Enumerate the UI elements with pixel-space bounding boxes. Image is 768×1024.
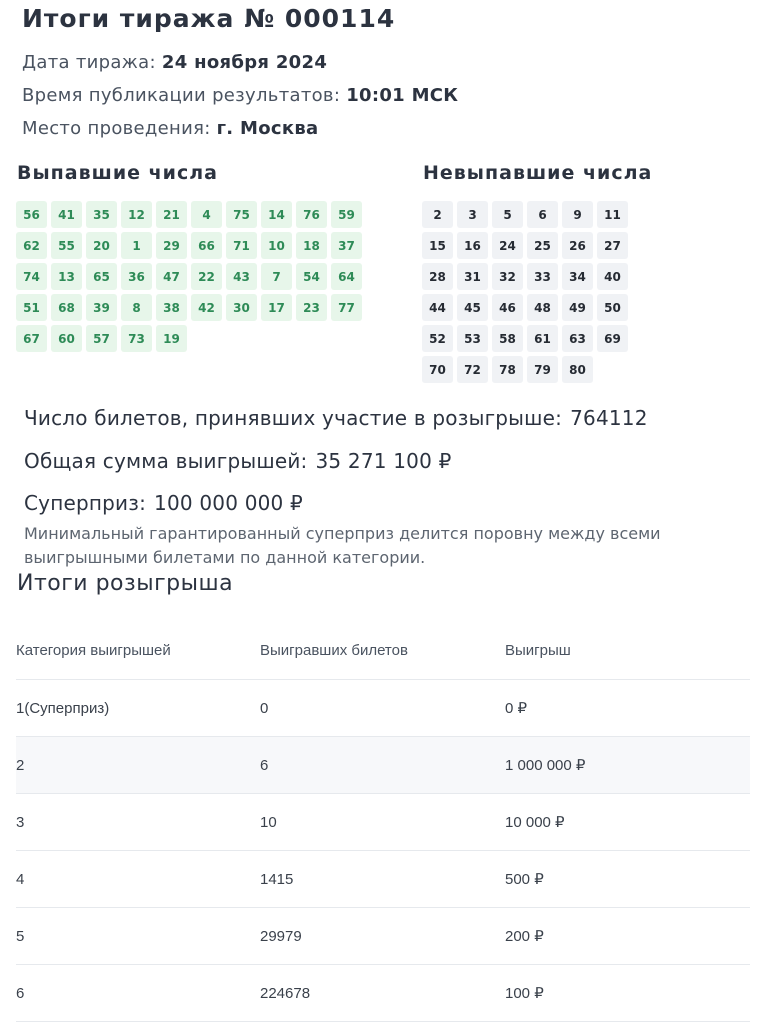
undrawn-number-ball: 26: [562, 232, 593, 259]
drawn-number-ball: 29: [156, 232, 187, 259]
undrawn-number-ball: 58: [492, 325, 523, 352]
superprize-value: 100 000 000 ₽: [154, 491, 303, 515]
draw-date-label: Дата тиража:: [22, 52, 156, 73]
drawn-number-ball: 4: [191, 201, 222, 228]
undrawn-number-ball: 44: [422, 294, 453, 321]
superprize-line: [24, 491, 303, 515]
undrawn-number-ball: 78: [492, 356, 523, 383]
undrawn-number-ball: 61: [527, 325, 558, 352]
undrawn-number-ball: 79: [527, 356, 558, 383]
undrawn-number-ball: 28: [422, 263, 453, 290]
drawn-number-ball: 76: [296, 201, 327, 228]
prize-cell: 0 ₽: [505, 680, 750, 737]
page-title: Итоги тиража № 000114: [22, 4, 396, 33]
winners-cell: 1415: [260, 851, 505, 908]
column-header-winners: Выигравших билетов: [260, 622, 505, 680]
results-header-row: [16, 622, 750, 680]
drawn-number-ball: 30: [226, 294, 257, 321]
drawn-number-ball: 42: [191, 294, 222, 321]
drawn-number-ball: 47: [156, 263, 187, 290]
drawn-number-ball: 41: [51, 201, 82, 228]
category-cell: 5: [16, 908, 260, 965]
superprize-label: Суперприз:: [24, 491, 147, 515]
drawn-number-ball: 64: [331, 263, 362, 290]
drawn-number-ball: 65: [86, 263, 117, 290]
category-cell: 6: [16, 965, 260, 1022]
undrawn-numbers-title: Невыпавшие числа: [423, 162, 653, 184]
drawn-number-ball: 10: [261, 232, 292, 259]
undrawn-number-ball: 11: [597, 201, 628, 228]
drawn-number-ball: 1: [121, 232, 152, 259]
drawn-number-ball: 43: [226, 263, 257, 290]
undrawn-number-ball: 80: [562, 356, 593, 383]
winners-cell: 0: [260, 680, 505, 737]
prize-cell: 500 ₽: [505, 851, 750, 908]
tickets-count-value: 764112: [570, 406, 648, 430]
drawn-number-ball: 8: [121, 294, 152, 321]
winners-cell: 10: [260, 794, 505, 851]
undrawn-number-ball: 31: [457, 263, 488, 290]
drawn-number-ball: 39: [86, 294, 117, 321]
drawn-number-ball: 73: [121, 325, 152, 352]
drawn-number-ball: 74: [16, 263, 47, 290]
undrawn-number-ball: 15: [422, 232, 453, 259]
undrawn-number-ball: 9: [562, 201, 593, 228]
undrawn-numbers-grid: [422, 201, 634, 383]
winners-cell: 224678: [260, 965, 505, 1022]
drawn-number-ball: 54: [296, 263, 327, 290]
undrawn-number-ball: 6: [527, 201, 558, 228]
table-row: [16, 794, 750, 851]
drawn-number-ball: 17: [261, 294, 292, 321]
drawn-number-ball: 59: [331, 201, 362, 228]
table-row: [16, 680, 750, 737]
winners-cell: 6: [260, 737, 505, 794]
drawn-number-ball: 55: [51, 232, 82, 259]
category-cell: 1(Суперприз): [16, 680, 260, 737]
publication-time-label: Время публикации результатов:: [22, 85, 341, 106]
category-cell: 2: [16, 737, 260, 794]
prize-cell: 100 ₽: [505, 965, 750, 1022]
prize-cell: 10 000 ₽: [505, 794, 750, 851]
drawn-number-ball: 22: [191, 263, 222, 290]
tickets-count-label: Число билетов, принявших участие в розыгрыше:: [24, 406, 563, 430]
total-winnings-value: 35 271 100 ₽: [315, 449, 452, 473]
total-winnings-line: [24, 449, 452, 473]
undrawn-number-ball: 49: [562, 294, 593, 321]
undrawn-number-ball: 45: [457, 294, 488, 321]
drawn-number-ball: 20: [86, 232, 117, 259]
column-header-prize: Выигрыш: [505, 622, 750, 680]
drawn-number-ball: 21: [156, 201, 187, 228]
drawn-number-ball: 75: [226, 201, 257, 228]
drawn-number-ball: 18: [296, 232, 327, 259]
column-header-category: Категория выигрышей: [16, 622, 260, 680]
undrawn-number-ball: 46: [492, 294, 523, 321]
draw-place-line: [22, 118, 319, 139]
publication-time-value: 10:01 МСК: [346, 85, 459, 106]
undrawn-number-ball: 33: [527, 263, 558, 290]
drawn-number-ball: 56: [16, 201, 47, 228]
drawn-number-ball: 36: [121, 263, 152, 290]
drawn-number-ball: 51: [16, 294, 47, 321]
undrawn-number-ball: 52: [422, 325, 453, 352]
prize-cell: 200 ₽: [505, 908, 750, 965]
drawn-number-ball: 71: [226, 232, 257, 259]
undrawn-number-ball: 70: [422, 356, 453, 383]
drawn-numbers-grid: [16, 201, 366, 352]
undrawn-number-ball: 63: [562, 325, 593, 352]
drawn-number-ball: 67: [16, 325, 47, 352]
drawn-number-ball: 38: [156, 294, 187, 321]
superprize-note: Минимальный гарантированный суперприз делится поровну между всеми выигрышными билетами по данной категории.: [24, 524, 661, 567]
drawn-number-ball: 35: [86, 201, 117, 228]
undrawn-number-ball: 27: [597, 232, 628, 259]
drawn-number-ball: 68: [51, 294, 82, 321]
drawn-number-ball: 12: [121, 201, 152, 228]
drawn-number-ball: 62: [16, 232, 47, 259]
results-table: [16, 622, 750, 1022]
undrawn-number-ball: 40: [597, 263, 628, 290]
drawn-number-ball: 14: [261, 201, 292, 228]
results-title: Итоги розыгрыша: [17, 571, 234, 596]
drawn-number-ball: 77: [331, 294, 362, 321]
publication-time-line: [22, 85, 458, 106]
tickets-count-line: [24, 406, 648, 430]
category-cell: 3: [16, 794, 260, 851]
table-row: [16, 908, 750, 965]
undrawn-number-ball: 32: [492, 263, 523, 290]
undrawn-number-ball: 53: [457, 325, 488, 352]
undrawn-number-ball: 3: [457, 201, 488, 228]
undrawn-number-ball: 2: [422, 201, 453, 228]
undrawn-number-ball: 5: [492, 201, 523, 228]
table-row: [16, 737, 750, 794]
drawn-number-ball: 66: [191, 232, 222, 259]
winners-cell: 29979: [260, 908, 505, 965]
undrawn-number-ball: 69: [597, 325, 628, 352]
table-row: [16, 965, 750, 1022]
drawn-number-ball: 13: [51, 263, 82, 290]
undrawn-number-ball: 25: [527, 232, 558, 259]
drawn-number-ball: 7: [261, 263, 292, 290]
drawn-number-ball: 37: [331, 232, 362, 259]
undrawn-number-ball: 24: [492, 232, 523, 259]
draw-place-value: г. Москва: [216, 118, 319, 139]
category-cell: 4: [16, 851, 260, 908]
undrawn-number-ball: 50: [597, 294, 628, 321]
draw-date-value: 24 ноября 2024: [161, 52, 328, 73]
prize-cell: 1 000 000 ₽: [505, 737, 750, 794]
undrawn-number-ball: 48: [527, 294, 558, 321]
undrawn-number-ball: 72: [457, 356, 488, 383]
draw-place-label: Место проведения:: [22, 118, 211, 139]
table-row: [16, 851, 750, 908]
drawn-number-ball: 19: [156, 325, 187, 352]
undrawn-number-ball: 16: [457, 232, 488, 259]
drawn-number-ball: 60: [51, 325, 82, 352]
undrawn-number-ball: 34: [562, 263, 593, 290]
draw-date-line: [22, 52, 327, 73]
drawn-number-ball: 57: [86, 325, 117, 352]
drawn-numbers-title: Выпавшие числа: [17, 162, 218, 184]
drawn-number-ball: 23: [296, 294, 327, 321]
total-winnings-label: Общая сумма выигрышей:: [24, 449, 308, 473]
